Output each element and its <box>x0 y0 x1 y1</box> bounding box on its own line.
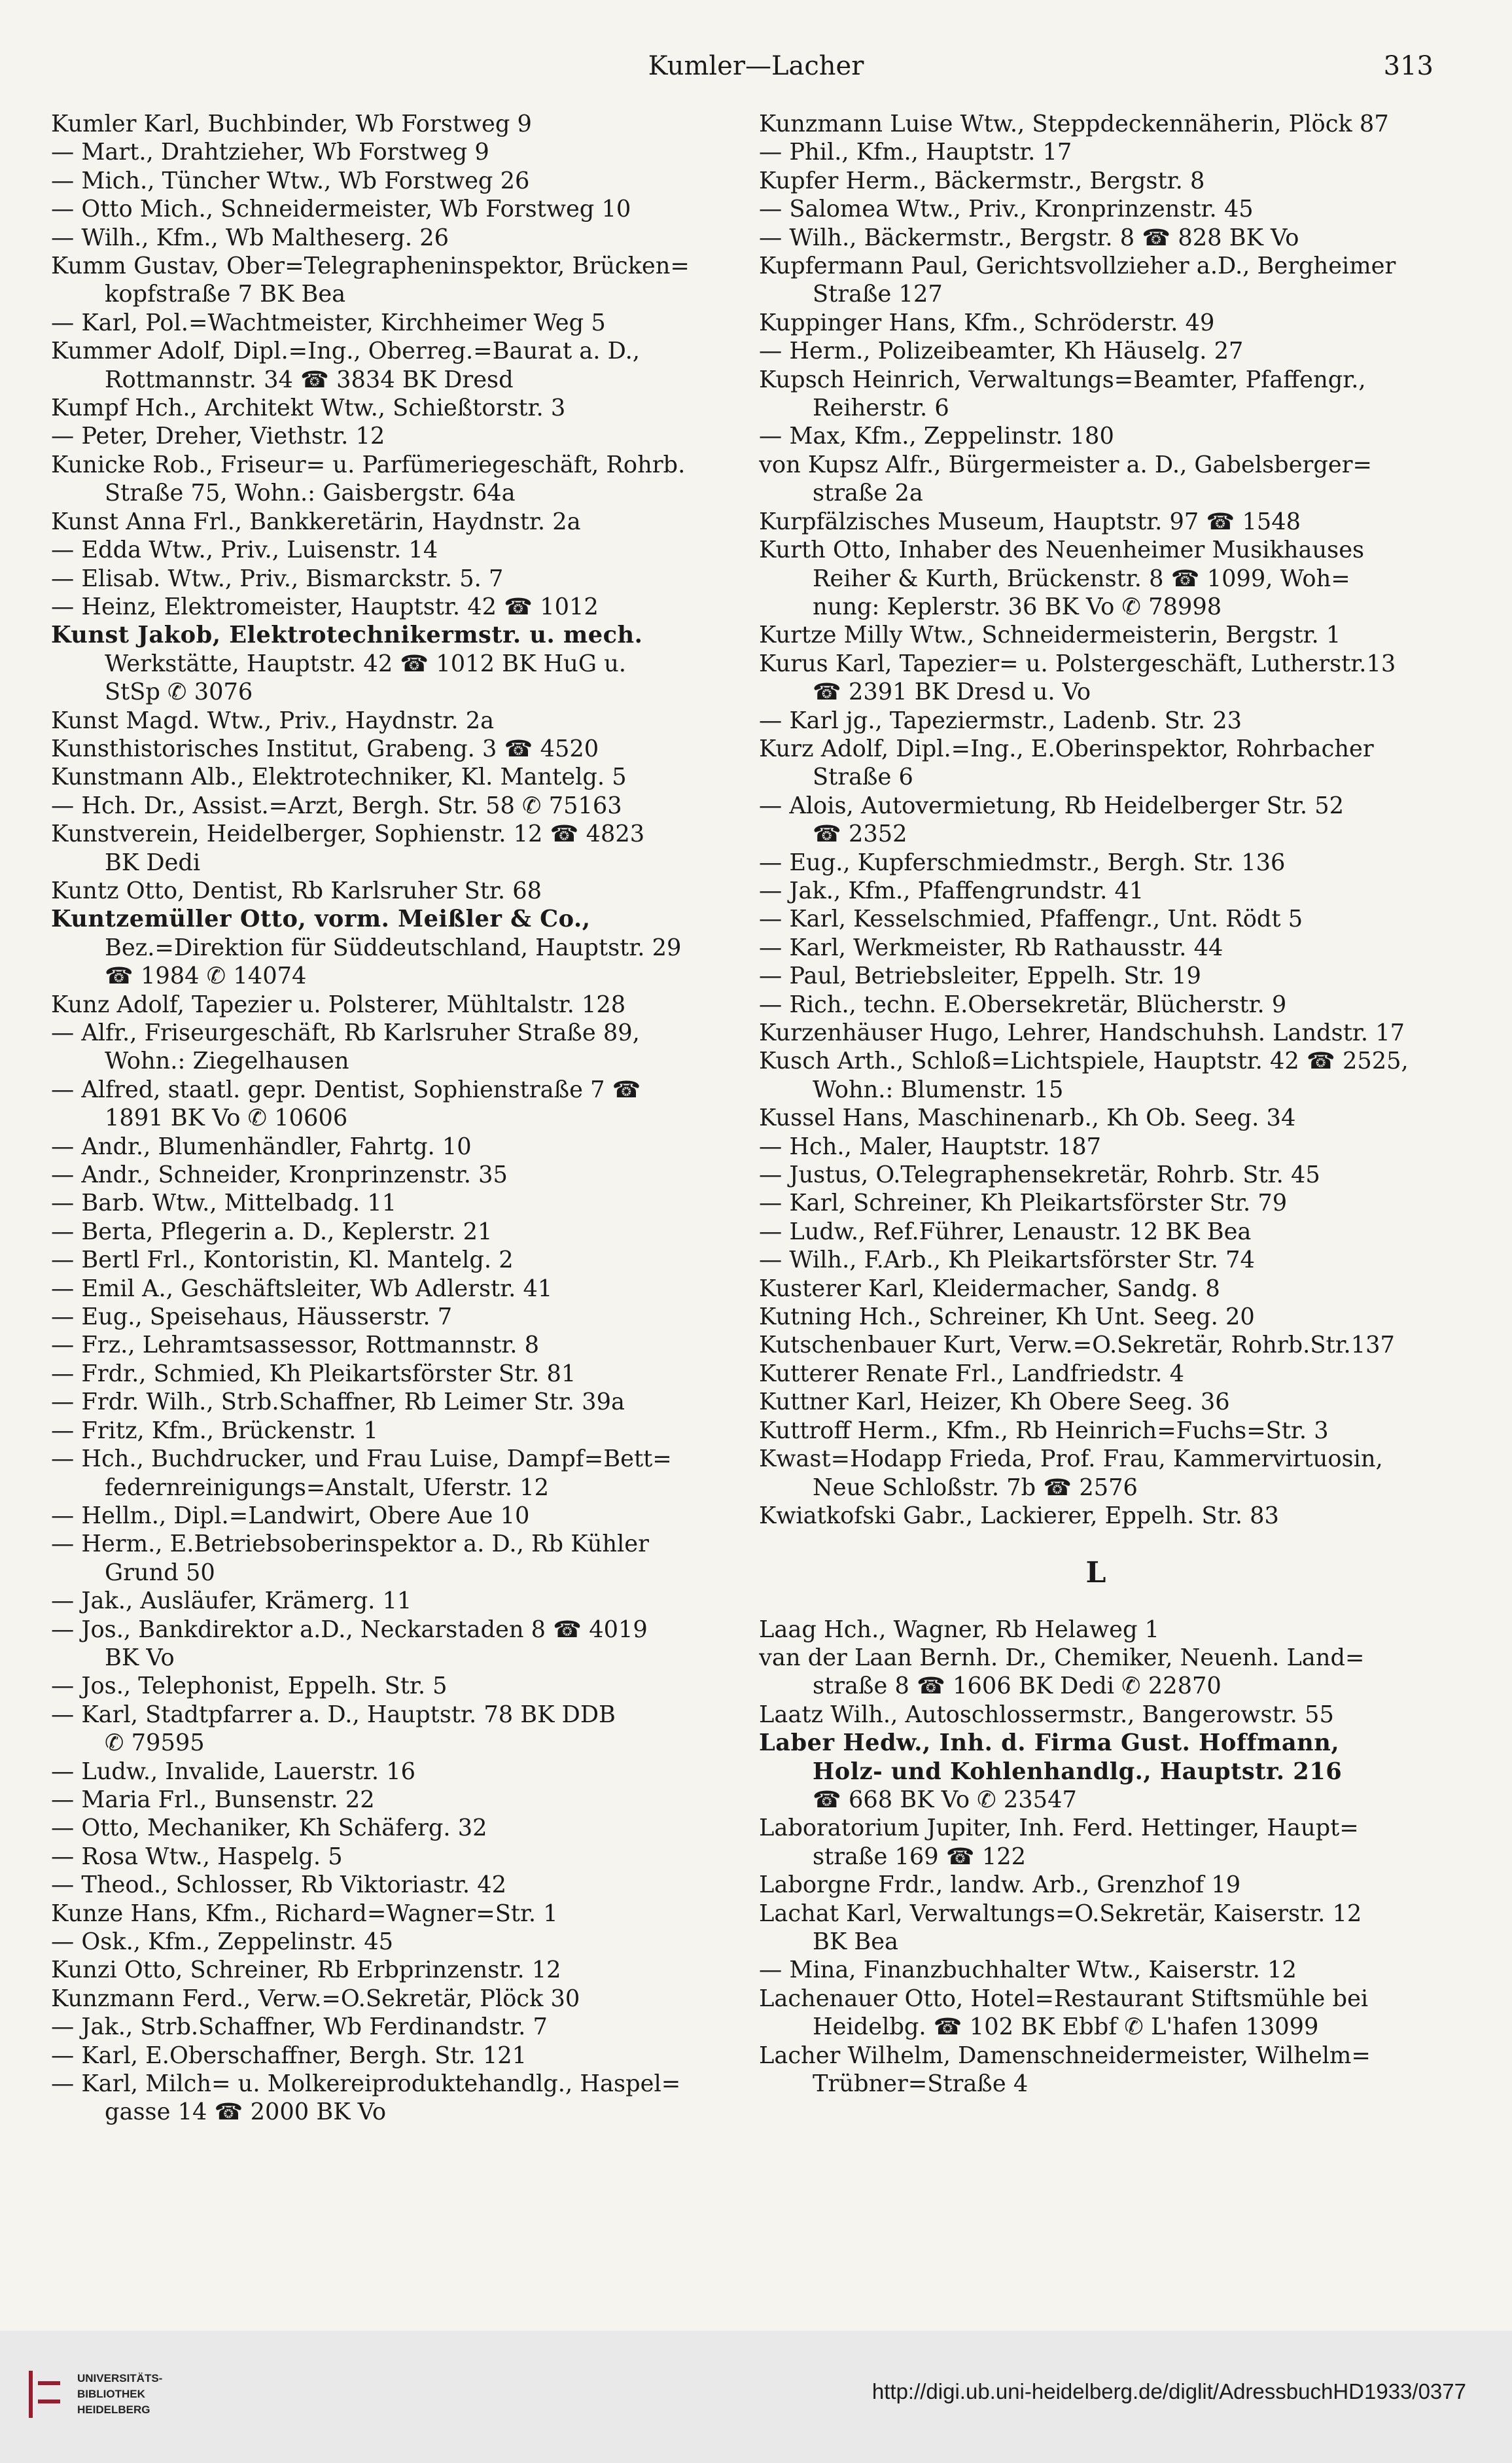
directory-entry: Kuntzemüller Otto, vorm. Meißler & Co., <box>51 906 591 933</box>
directory-entry: — Herm., E.Betriebsoberinspektor a. D., Rb Kühler <box>51 1531 649 1558</box>
directory-entry: Wohn.: Ziegelhausen <box>105 1048 349 1075</box>
directory-entry: Kunze Hans, Kfm., Richard=Wagner=Str. 1 <box>51 1900 558 1927</box>
directory-entry: — Mich., Tüncher Wtw., Wb Forstweg 26 <box>51 167 530 194</box>
directory-entry: straße 8 ☎ 1606 BK Dedi ✆ 22870 <box>813 1673 1222 1700</box>
directory-entry: — Karl, Kesselschmied, Pfaffengr., Unt. Rödt 5 <box>759 906 1303 933</box>
directory-entry: — Jos., Bankdirektor a.D., Neckarstaden 8 ☎ 4019 <box>51 1616 648 1643</box>
directory-entry: — Wilh., F.Arb., Kh Pleikartsförster Str. 74 <box>759 1247 1255 1274</box>
directory-entry: Kurtze Milly Wtw., Schneidermeisterin, Bergstr. 1 <box>759 622 1341 649</box>
directory-entry: Straße 127 <box>813 281 943 308</box>
directory-entry: Holz- und Kohlenhandlg., Hauptstr. 216 <box>813 1758 1343 1785</box>
directory-entry: ☎ 2391 BK Dresd u. Vo <box>813 679 1091 706</box>
directory-entry: Kunzmann Luise Wtw., Steppdeckennäherin, Plöck 87 <box>759 111 1389 137</box>
directory-entry: Laber Hedw., Inh. d. Firma Gust. Hoffmann, <box>759 1729 1340 1757</box>
directory-entry: — Andr., Schneider, Kronprinzenstr. 35 <box>51 1161 508 1189</box>
directory-entry: — Wilh., Kfm., Wb Maltheserg. 26 <box>51 224 449 251</box>
directory-entry: Reiher & Kurth, Brückenstr. 8 ☎ 1099, Woh= <box>813 565 1350 592</box>
page-number: 313 <box>1383 51 1433 81</box>
directory-entry: — Justus, O.Telegraphensekretär, Rohrb. Str. 45 <box>759 1161 1320 1189</box>
directory-entry: Kurz Adolf, Dipl.=Ing., E.Oberinspektor, Rohrbacher <box>759 735 1374 762</box>
directory-entry: Straße 75, Wohn.: Gaisbergstr. 64a <box>105 480 516 507</box>
directory-entry: — Fritz, Kfm., Brückenstr. 1 <box>51 1417 378 1444</box>
directory-entry: — Peter, Dreher, Viethstr. 12 <box>51 423 385 450</box>
directory-entry: — Alfr., Friseurgeschäft, Rb Karlsruher Straße 89, <box>51 1019 640 1046</box>
directory-entry: Kunz Adolf, Tapezier u. Polsterer, Mühltalstr. 128 <box>51 991 626 1018</box>
directory-entry: Kunstmann Alb., Elektrotechniker, Kl. Mantelg. 5 <box>51 764 627 791</box>
section-letter: L <box>1085 1558 1106 1587</box>
logo-line: HEIDELBERG <box>77 2403 150 2416</box>
directory-entry: — Bertl Frl., Kontoristin, Kl. Mantelg. 2 <box>51 1247 514 1274</box>
directory-entry: BK Vo <box>105 1644 175 1671</box>
directory-entry: — Otto, Mechaniker, Kh Schäferg. 32 <box>51 1815 487 1842</box>
directory-entry: ✆ 79595 <box>105 1729 205 1757</box>
directory-entry: Kwiatkofski Gabr., Lackierer, Eppelh. Str. 83 <box>759 1502 1279 1529</box>
directory-entry: — Osk., Kfm., Zeppelinstr. 45 <box>51 1928 394 1955</box>
directory-entry: — Eug., Speisehaus, Häusserstr. 7 <box>51 1303 453 1331</box>
directory-entry: Kurzenhäuser Hugo, Lehrer, Handschuhsh. Landstr. 17 <box>759 1019 1405 1046</box>
directory-entry: federnreinigungs=Anstalt, Uferstr. 12 <box>105 1474 550 1501</box>
directory-entry: Kurus Karl, Tapezier= u. Polstergeschäft, Lutherstr.13 <box>759 650 1396 677</box>
directory-entry: van der Laan Bernh. Dr., Chemiker, Neuenh. Land= <box>759 1644 1365 1671</box>
directory-entry: Kuppinger Hans, Kfm., Schröderstr. 49 <box>759 309 1215 336</box>
directory-entry: — Frdr., Schmied, Kh Pleikartsförster Str. 81 <box>51 1360 576 1387</box>
directory-entry: — Barb. Wtw., Mittelbadg. 11 <box>51 1190 397 1217</box>
directory-entry: Kuttroff Herm., Kfm., Rb Heinrich=Fuchs=Str. 3 <box>759 1417 1329 1444</box>
directory-entry: — Elisab. Wtw., Priv., Bismarckstr. 5. 7 <box>51 565 504 592</box>
directory-entry: ☎ 2352 <box>813 821 907 848</box>
directory-entry: — Mina, Finanzbuchhalter Wtw., Kaiserstr. 12 <box>759 1957 1297 1984</box>
directory-entry: — Jak., Strb.Schaffner, Wb Ferdinandstr. 7 <box>51 2013 548 2041</box>
directory-entry: nung: Keplerstr. 36 BK Vo ✆ 78998 <box>813 593 1222 620</box>
running-title: Kumler—Lacher <box>648 51 864 81</box>
directory-entry: — Frdr. Wilh., Strb.Schaffner, Rb Leimer Str. 39a <box>51 1389 625 1416</box>
directory-entry: Kwast=Hodapp Frieda, Prof. Frau, Kammervirtuosin, <box>759 1445 1383 1473</box>
directory-entry: Kusterer Karl, Kleidermacher, Sandg. 8 <box>759 1275 1220 1302</box>
directory-entry: kopfstraße 7 BK Bea <box>105 281 346 308</box>
directory-entry: Kusch Arth., Schloß=Lichtspiele, Hauptstr. 42 ☎ 2525, <box>759 1048 1409 1075</box>
directory-entry: Kutterer Renate Frl., Landfriedstr. 4 <box>759 1360 1184 1387</box>
directory-entry: — Karl, Stadtpfarrer a. D., Hauptstr. 78 BK DDB <box>51 1701 616 1728</box>
directory-entry: Grund 50 <box>105 1559 215 1586</box>
directory-entry: — Ludw., Ref.Führer, Lenaustr. 12 BK Bea <box>759 1218 1252 1245</box>
directory-entry: — Rosa Wtw., Haspelg. 5 <box>51 1843 343 1870</box>
directory-entry: — Karl, Werkmeister, Rb Rathausstr. 44 <box>759 934 1223 961</box>
directory-entry: Kunst Anna Frl., Bankkeretärin, Haydnstr. 2a <box>51 508 581 535</box>
directory-entry: — Salomea Wtw., Priv., Kronprinzenstr. 45 <box>759 196 1254 223</box>
directory-entry: — Mart., Drahtzieher, Wb Forstweg 9 <box>51 139 489 166</box>
directory-entry: — Maria Frl., Bunsenstr. 22 <box>51 1786 375 1813</box>
directory-entry: Lachenauer Otto, Hotel=Restaurant Stiftsmühle bei <box>759 1985 1369 2012</box>
directory-entry: — Ludw., Invalide, Lauerstr. 16 <box>51 1758 416 1785</box>
directory-entry: — Karl, E.Oberschaffner, Bergh. Str. 121 <box>51 2042 527 2069</box>
directory-entry: Kupfer Herm., Bäckermstr., Bergstr. 8 <box>759 167 1205 194</box>
directory-entry: — Andr., Blumenhändler, Fahrtg. 10 <box>51 1133 472 1160</box>
library-logo-icon <box>29 2371 68 2418</box>
directory-entry: — Phil., Kfm., Hauptstr. 17 <box>759 139 1072 166</box>
directory-entry: Laag Hch., Wagner, Rb Helaweg 1 <box>759 1616 1160 1643</box>
directory-entry: — Jos., Telephonist, Eppelh. Str. 5 <box>51 1673 448 1700</box>
directory-entry: Laborgne Frdr., landw. Arb., Grenzhof 19 <box>759 1871 1241 1899</box>
directory-entry: BK Dedi <box>105 849 201 876</box>
directory-entry: — Jak., Kfm., Pfaffengrundstr. 41 <box>759 877 1144 904</box>
directory-entry: — Frz., Lehramtsassessor, Rottmannstr. 8 <box>51 1332 539 1359</box>
directory-entry: — Herm., Polizeibeamter, Kh Häuselg. 27 <box>759 338 1244 365</box>
directory-entry: Kunzi Otto, Schreiner, Rb Erbprinzenstr. 12 <box>51 1957 561 1984</box>
directory-entry: Kumpf Hch., Architekt Wtw., Schießtorstr. 3 <box>51 395 566 422</box>
directory-entry: Kupfermann Paul, Gerichtsvollzieher a.D., Bergheimer <box>759 253 1396 280</box>
library-logo-text <box>77 2371 247 2418</box>
directory-entry: Kussel Hans, Maschinenarb., Kh Ob. Seeg. 34 <box>759 1105 1296 1132</box>
directory-entry: ☎ 1984 ✆ 14074 <box>105 963 307 990</box>
directory-entry: Lachat Karl, Verwaltungs=O.Sekretär, Kaiserstr. 12 <box>759 1900 1362 1927</box>
left-column <box>51 110 725 2127</box>
directory-entry: — Hellm., Dipl.=Landwirt, Obere Aue 10 <box>51 1502 530 1529</box>
directory-entry: gasse 14 ☎ 2000 BK Vo <box>105 2099 387 2126</box>
directory-entry: Straße 6 <box>813 764 913 791</box>
logo-line: UNIVERSITÄTS- <box>77 2372 163 2384</box>
directory-entry: — Karl, Pol.=Wachtmeister, Kirchheimer Weg 5 <box>51 309 606 336</box>
directory-entry: Rottmannstr. 34 ☎ 3834 BK Dresd <box>105 366 514 393</box>
directory-entry: Trübner=Straße 4 <box>813 2070 1029 2097</box>
directory-entry: Bez.=Direktion für Süddeutschland, Hauptstr. 29 <box>105 934 682 961</box>
spacer <box>759 1530 1433 1558</box>
directory-entry: Kurth Otto, Inhaber des Neuenheimer Musikhauses <box>759 537 1365 564</box>
directory-entry: Kunicke Rob., Friseur= u. Parfümeriegeschäft, Rohrb. <box>51 451 686 478</box>
directory-entry: Kupsch Heinrich, Verwaltungs=Beamter, Pfaffengr., <box>759 366 1366 393</box>
directory-entry: Laatz Wilh., Autoschlossermstr., Bangerowstr. 55 <box>759 1701 1334 1728</box>
directory-entry: Kuntz Otto, Dentist, Rb Karlsruher Str. 68 <box>51 877 542 904</box>
directory-entry: — Alfred, staatl. gepr. Dentist, Sophienstraße 7 ☎ <box>51 1076 641 1103</box>
directory-entry: Kumm Gustav, Ober=Telegrapheninspektor, Brücken= <box>51 253 690 280</box>
directory-entry: — Berta, Pflegerin a. D., Keplerstr. 21 <box>51 1218 493 1245</box>
directory-entry: ☎ 668 BK Vo ✆ 23547 <box>813 1786 1077 1813</box>
directory-entry: — Heinz, Elektromeister, Hauptstr. 42 ☎ 1012 <box>51 593 599 620</box>
directory-entry: — Rich., techn. E.Obersekretär, Blücherstr. 9 <box>759 991 1287 1018</box>
directory-entry: Werkstätte, Hauptstr. 42 ☎ 1012 BK HuG u. <box>105 650 626 677</box>
source-url-link[interactable]: http://digi.ub.uni-heidelberg.de/diglit/AdressbuchHD1933/0377 <box>871 2379 1466 2403</box>
directory-entry: — Jak., Ausläufer, Krämerg. 11 <box>51 1587 412 1615</box>
directory-entry: Lacher Wilhelm, Damenschneidermeister, Wilhelm= <box>759 2042 1371 2069</box>
directory-entry: — Karl jg., Tapeziermstr., Ladenb. Str. 23 <box>759 707 1242 734</box>
directory-entry: — Theod., Schlosser, Rb Viktoriastr. 42 <box>51 1871 507 1899</box>
directory-entry: von Kupsz Alfr., Bürgermeister a. D., Gabelsberger= <box>759 451 1373 478</box>
directory-entry: — Edda Wtw., Priv., Luisenstr. 14 <box>51 537 438 564</box>
directory-entry: 1891 BK Vo ✆ 10606 <box>105 1105 348 1132</box>
directory-entry: straße 169 ☎ 122 <box>813 1843 1027 1870</box>
directory-entry: StSp ✆ 3076 <box>105 679 253 706</box>
directory-entry: Reiherstr. 6 <box>813 395 949 422</box>
directory-entry: Wohn.: Blumenstr. 15 <box>813 1076 1064 1103</box>
directory-entry: Kunzmann Ferd., Verw.=O.Sekretär, Plöck 30 <box>51 1985 580 2012</box>
directory-entry: Kummer Adolf, Dipl.=Ing., Oberreg.=Baurat a. D., <box>51 338 640 365</box>
directory-entry: Kumler Karl, Buchbinder, Wb Forstweg 9 <box>51 111 532 137</box>
directory-entry: Kurpfälzisches Museum, Hauptstr. 97 ☎ 1548 <box>759 508 1301 535</box>
directory-entry: BK Bea <box>813 1928 898 1955</box>
directory-entry: Kunst Magd. Wtw., Priv., Haydnstr. 2a <box>51 707 495 734</box>
directory-entry: Laboratorium Jupiter, Inh. Ferd. Hettinger, Haupt= <box>759 1815 1359 1842</box>
spacer <box>759 1587 1433 1615</box>
directory-entry: — Paul, Betriebsleiter, Eppelh. Str. 19 <box>759 963 1201 990</box>
directory-entry: — Otto Mich., Schneidermeister, Wb Forstweg 10 <box>51 196 631 223</box>
directory-entry: — Karl, Milch= u. Molkereiproduktehandlg., Haspel= <box>51 2070 681 2098</box>
right-column <box>759 110 1433 2098</box>
directory-entry: — Karl, Schreiner, Kh Pleikartsförster Str. 79 <box>759 1190 1288 1217</box>
directory-entry: — Eug., Kupferschmiedmstr., Bergh. Str. 136 <box>759 849 1286 876</box>
directory-entry: Kuttner Karl, Heizer, Kh Obere Seeg. 36 <box>759 1389 1230 1416</box>
directory-entry: Kutning Hch., Schreiner, Kh Unt. Seeg. 20 <box>759 1303 1255 1331</box>
directory-entry: Neue Schloßstr. 7b ☎ 2576 <box>813 1474 1138 1501</box>
directory-entry: Kunsthistorisches Institut, Grabeng. 3 ☎ 4520 <box>51 735 599 762</box>
directory-entry: — Wilh., Bäckermstr., Bergstr. 8 ☎ 828 BK Vo <box>759 224 1299 251</box>
directory-entry: — Hch., Maler, Hauptstr. 187 <box>759 1133 1102 1160</box>
directory-entry: — Max, Kfm., Zeppelinstr. 180 <box>759 423 1114 450</box>
directory-entry: Heidelbg. ☎ 102 BK Ebbf ✆ L'hafen 13099 <box>813 2013 1319 2041</box>
directory-entry: Kutschenbauer Kurt, Verw.=O.Sekretär, Rohrb.Str.137 <box>759 1332 1395 1359</box>
viewer-footer <box>0 2331 1512 2463</box>
directory-entry: — Alois, Autovermietung, Rb Heidelberger Str. 52 <box>759 792 1345 819</box>
directory-entry: — Emil A., Geschäftsleiter, Wb Adlerstr. 41 <box>51 1275 553 1302</box>
directory-entry: — Hch., Buchdrucker, und Frau Luise, Dampf=Bett= <box>51 1445 672 1473</box>
library-logo[interactable] <box>29 2367 225 2419</box>
logo-line: BIBLIOTHEK <box>77 2388 145 2400</box>
directory-entry: — Hch. Dr., Assist.=Arzt, Bergh. Str. 58 ✆ 75163 <box>51 792 622 819</box>
directory-entry: straße 2a <box>813 480 923 507</box>
page-header <box>79 51 1433 90</box>
directory-entry: Kunstverein, Heidelberger, Sophienstr. 12 ☎ 4823 <box>51 821 645 848</box>
directory-entry: Kunst Jakob, Elektrotechnikermstr. u. mech. <box>51 622 643 649</box>
